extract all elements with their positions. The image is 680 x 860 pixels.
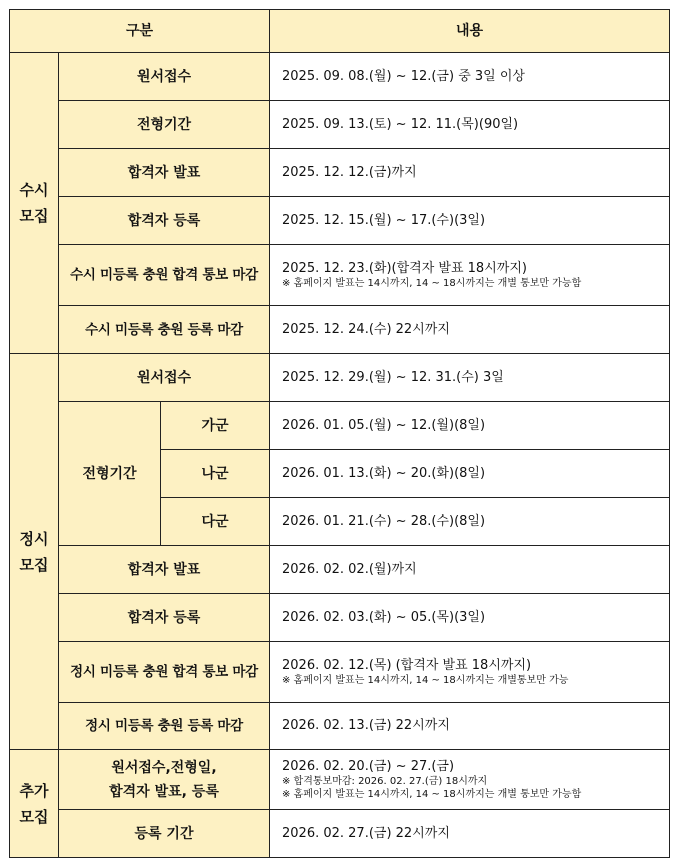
row-label: 등록 기간 xyxy=(59,810,270,858)
table-row xyxy=(10,197,670,245)
content-note: ※ 홈페이지 발표는 14시까지, 14 ~ 18시까지는 개별 통보만 가능함 xyxy=(282,277,582,289)
group-susi: 수시 모집 xyxy=(10,53,59,354)
period-group-label: 나군 xyxy=(161,450,270,498)
table-row xyxy=(10,750,670,810)
admission-schedule-table xyxy=(9,9,670,858)
content-note: ※ 합격통보마감: 2026. 02. 27.(금) 18시까지 xyxy=(282,775,488,787)
table-row xyxy=(10,245,670,306)
row-content xyxy=(270,750,670,810)
table-row xyxy=(10,53,670,101)
row-content xyxy=(270,642,670,703)
row-content: 2025. 12. 12.(금)까지 xyxy=(270,149,670,197)
row-content: 2026. 02. 27.(금) 22시까지 xyxy=(270,810,670,858)
row-content: 2026. 02. 13.(금) 22시까지 xyxy=(270,703,670,750)
content-main: 2026. 02. 20.(금) ~ 27.(금) xyxy=(282,758,455,774)
row-label: 전형기간 xyxy=(59,101,270,149)
row-content: 2025. 09. 08.(월) ~ 12.(금) 중 3일 이상 xyxy=(270,53,670,101)
header-category: 구분 xyxy=(10,10,270,53)
row-content xyxy=(270,245,670,306)
table-row xyxy=(10,402,670,450)
period-label: 전형기간 xyxy=(59,402,161,546)
header-row xyxy=(10,10,670,53)
row-label: 수시 미등록 충원 합격 통보 마감 xyxy=(59,245,270,306)
content-main: 2025. 12. 23.(화)(합격자 발표 18시까지) xyxy=(282,260,527,276)
table-row xyxy=(10,642,670,703)
row-label: 원서접수,전형일, 합격자 발표, 등록 xyxy=(59,750,270,810)
row-content: 2026. 01. 21.(수) ~ 28.(수)(8일) xyxy=(270,498,670,546)
table-row xyxy=(10,810,670,858)
row-label: 합격자 발표 xyxy=(59,546,270,594)
group-chuga: 추가 모집 xyxy=(10,750,59,858)
table-row xyxy=(10,546,670,594)
row-label: 합격자 등록 xyxy=(59,594,270,642)
row-content: 2025. 12. 24.(수) 22시까지 xyxy=(270,306,670,354)
content-note: ※ 홈페이지 발표는 14시까지, 14 ~ 18시까지는 개별통보만 가능 xyxy=(282,674,569,686)
row-label: 수시 미등록 충원 등록 마감 xyxy=(59,306,270,354)
table-row xyxy=(10,594,670,642)
row-label: 합격자 등록 xyxy=(59,197,270,245)
row-content: 2026. 02. 03.(화) ~ 05.(목)(3일) xyxy=(270,594,670,642)
row-content: 2026. 02. 02.(월)까지 xyxy=(270,546,670,594)
header-content: 내용 xyxy=(270,10,670,53)
row-content: 2026. 01. 05.(월) ~ 12.(월)(8일) xyxy=(270,402,670,450)
table-row xyxy=(10,306,670,354)
table-row xyxy=(10,703,670,750)
table-row xyxy=(10,354,670,402)
table-row xyxy=(10,101,670,149)
group-jeongsi: 정시 모집 xyxy=(10,354,59,750)
content-main: 2026. 02. 12.(목) (합격자 발표 18시까지) xyxy=(282,657,532,673)
row-content: 2025. 12. 29.(월) ~ 12. 31.(수) 3일 xyxy=(270,354,670,402)
row-label: 원서접수 xyxy=(59,354,270,402)
period-group-label: 다군 xyxy=(161,498,270,546)
row-label: 원서접수 xyxy=(59,53,270,101)
row-label: 정시 미등록 충원 등록 마감 xyxy=(59,703,270,750)
row-label: 정시 미등록 충원 합격 통보 마감 xyxy=(59,642,270,703)
content-note: ※ 홈페이지 발표는 14시까지, 14 ~ 18시까지는 개별 통보만 가능함 xyxy=(282,788,582,800)
table-row xyxy=(10,149,670,197)
row-content: 2025. 12. 15.(월) ~ 17.(수)(3일) xyxy=(270,197,670,245)
row-content: 2025. 09. 13.(토) ~ 12. 11.(목)(90일) xyxy=(270,101,670,149)
period-group-label: 가군 xyxy=(161,402,270,450)
row-content: 2026. 01. 13.(화) ~ 20.(화)(8일) xyxy=(270,450,670,498)
row-label: 합격자 발표 xyxy=(59,149,270,197)
